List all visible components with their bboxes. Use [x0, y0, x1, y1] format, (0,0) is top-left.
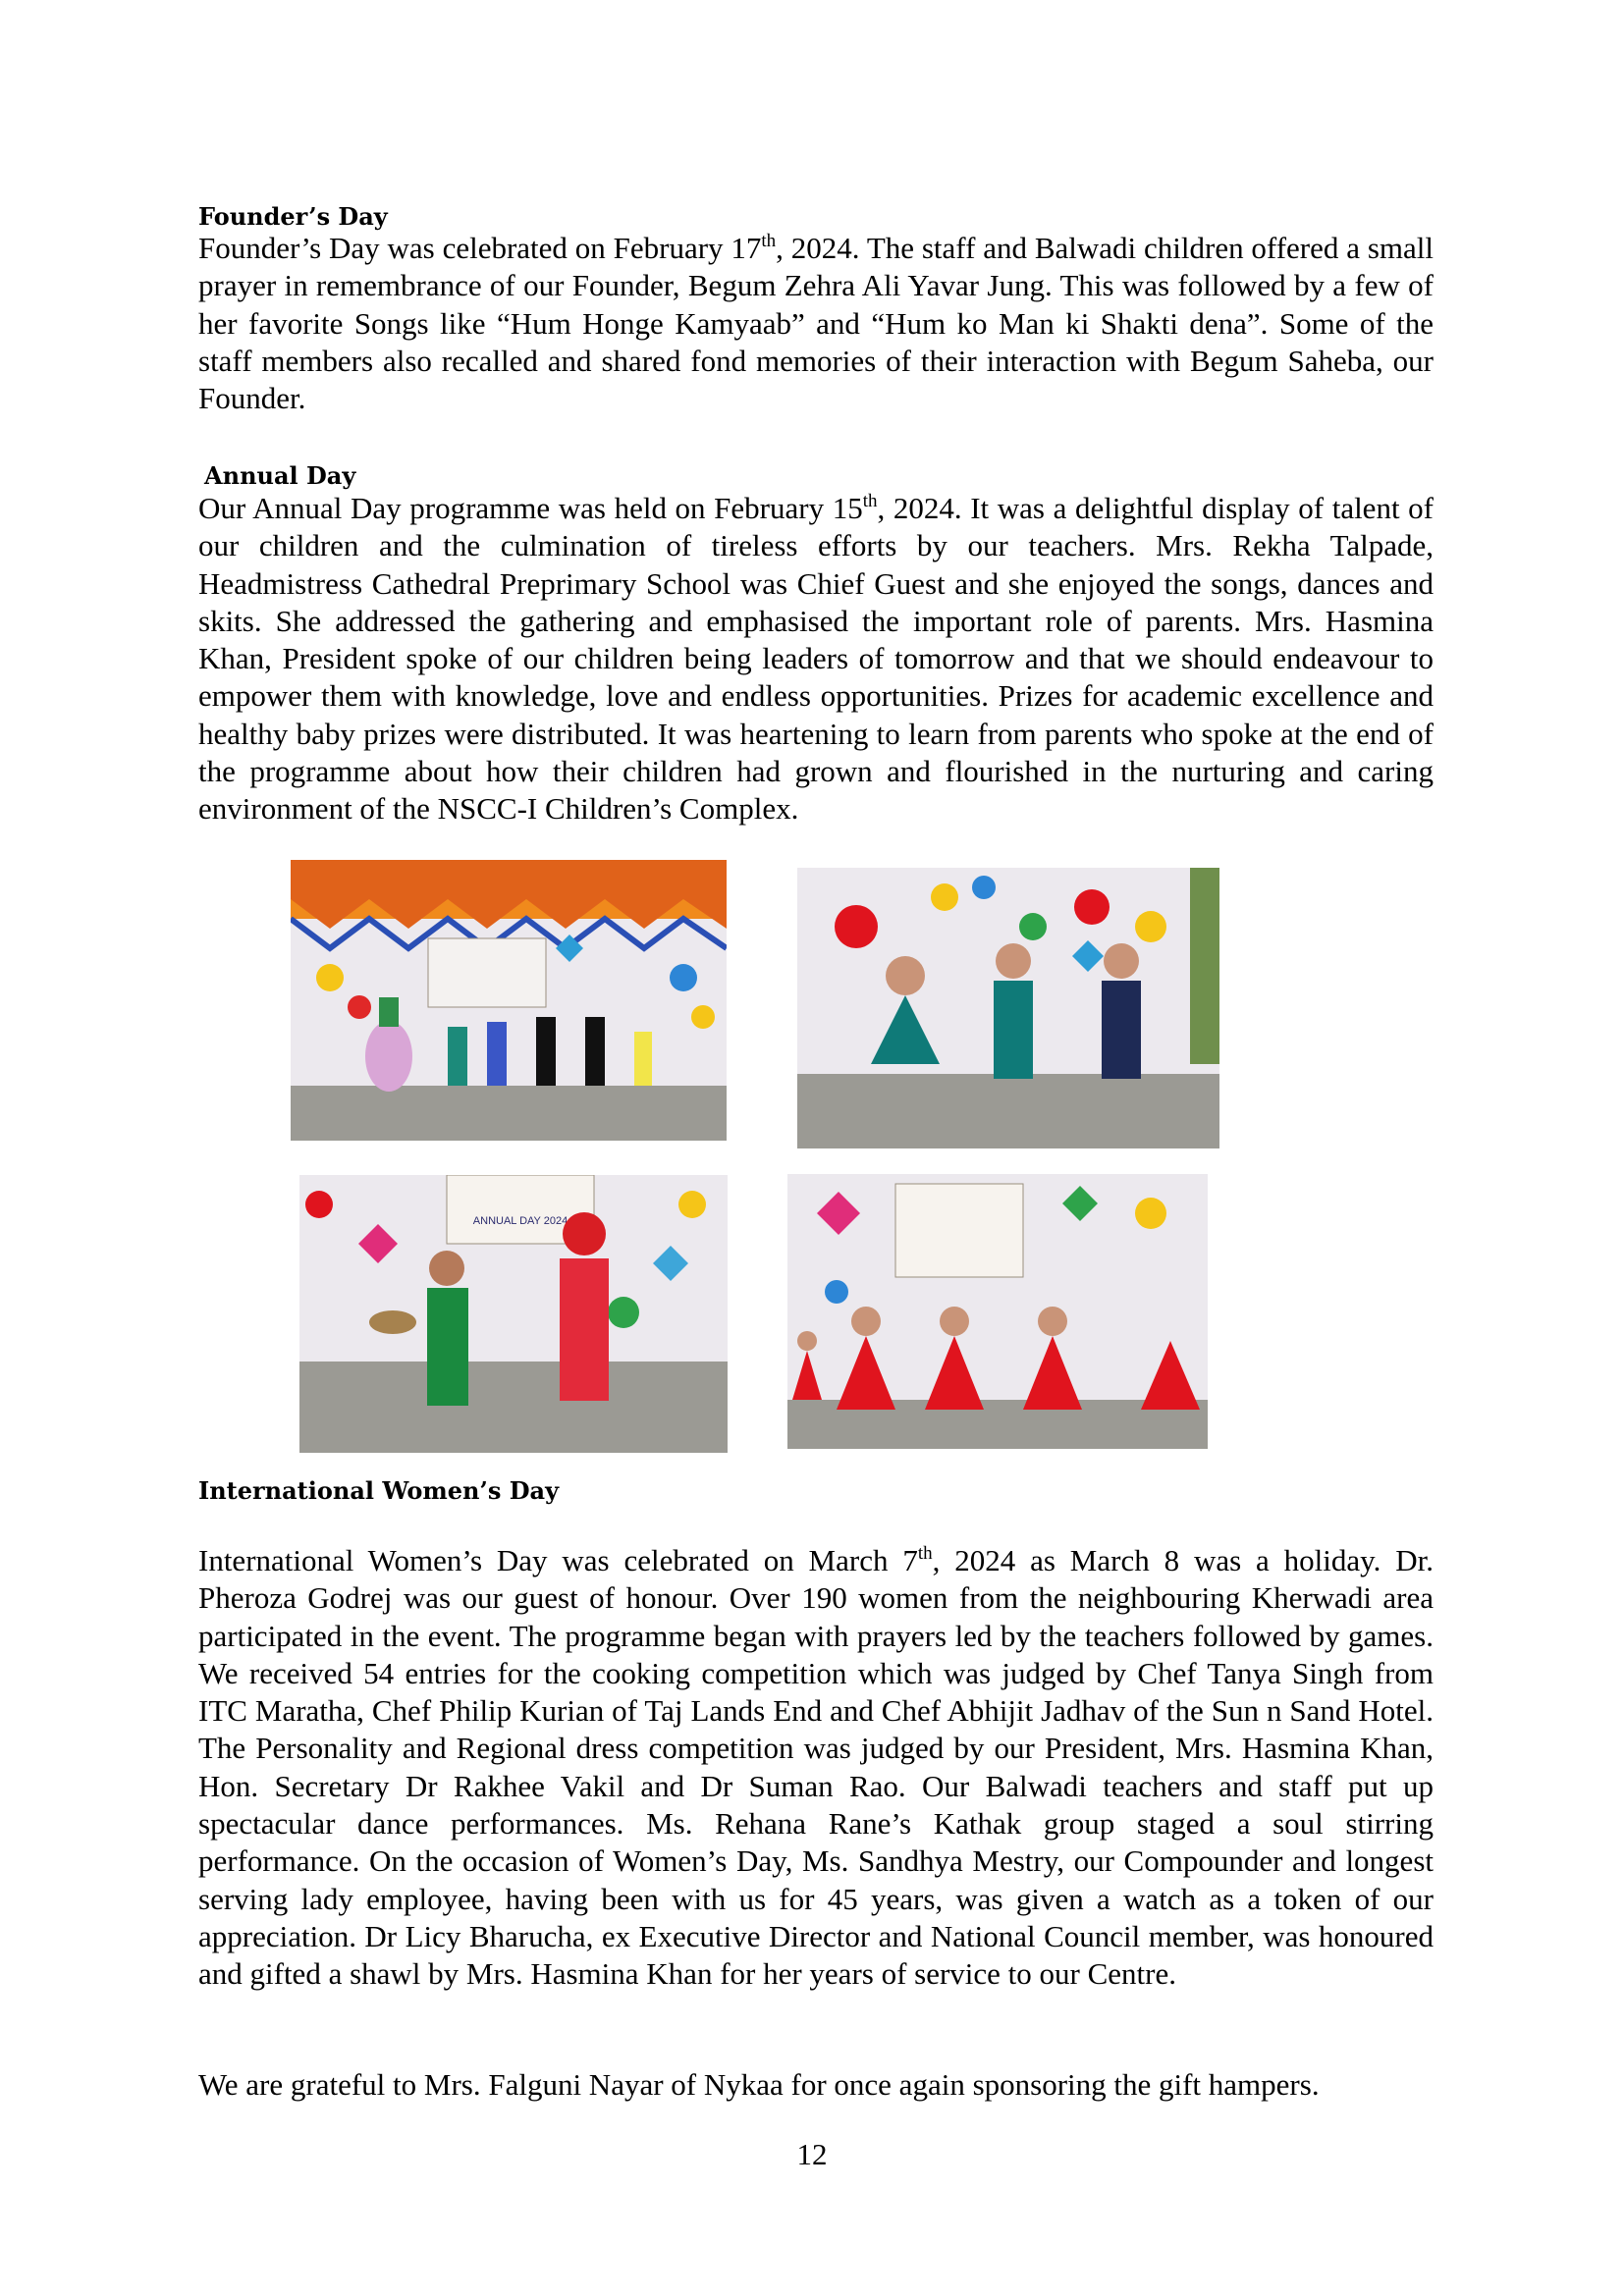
annual-day-photo-red-dresses [787, 1174, 1208, 1449]
womens-day-paragraph: International Women’s Day was celebrated on March 7th, 2024 as March 8 was a holiday. Dr. Pheroza Godrej was our guest of honour. Over 190 women from the neighbouring Kherwadi area participated in the event. The programme began with prayers led by the teachers followed by games. We received 54 entries for the cooking competition which was judged by Chef Tanya Singh from ITC Maratha, Chef Philip Kurian of Taj Lands End and Chef Abhijit Jadhav of the Sun n Sand Hotel. The Personality and Regional dress competition was judged by our President, Mrs. Hasmina Khan, Hon. Secretary Dr Rakhee Vakil and Dr Suman Rao. Our Balwadi teachers and staff put up spectacular dance performances. Ms. Rehana Rane’s Kathak group staged a soul stirring performance. On the occasion of Women’s Day, Ms. Sandhya Mestry, our Compounder and longest serving lady employee, having been with us for 45 years, was given a watch as a token of our appreciation. Dr Licy Bharucha, ex Executive Director and National Council member, was honoured and gifted a shawl by Mrs. Hasmina Khan for her years of service to our Centre. [198, 1543, 1435, 1992]
annual-day-photo-group-stage [291, 860, 727, 1141]
annual-day-photo-regional-dress [299, 1175, 728, 1453]
annual-day-heading: Annual Day [204, 461, 356, 490]
founders-day-heading: Founder’s Day [198, 202, 388, 231]
founders-day-paragraph: Founder’s Day was celebrated on February 17th, 2024. The staff and Balwadi children offered a small prayer in remembrance of our Founder, Begum Zehra Ali Yavar Jung. This was followed by a few of her favorite Songs like “Hum Honge Kamyaab” and “Hum ko Man ki Shakti dena”. Some of the staff members also recalled and shared fond memories of their interaction with Begum Saheba, our Founder. [198, 231, 1434, 416]
annual-day-photo-three-dancers [797, 868, 1219, 1148]
banner-text: ANNUAL DAY 2024 [472, 1215, 568, 1227]
womens-day-heading: International Women’s Day [198, 1476, 560, 1505]
womens-day-closing-paragraph: We are grateful to Mrs. Falguni Nayar of Nykaa for once again sponsoring the gift hampers. [198, 2067, 1320, 2102]
page-number: 12 [796, 2137, 828, 2171]
annual-day-paragraph: Our Annual Day programme was held on February 15th, 2024. It was a delightful display of talent of our children and the culmination of tireless efforts by our teachers. Mrs. Rekha Talpade, Headmistress Cathedral Preprimary School was Chief Guest and she enjoyed the songs, dances and skits. She addressed the gathering and emphasised the important role of parents. Mrs. Hasmina Khan, President spoke of our children being leaders of tomorrow and that we should endeavour to empower them with knowledge, love and endless opportunities. Prizes for academic excellence and healthy baby prizes were distributed. It was heartening to learn from parents who spoke at the end of the programme about how their children had grown and flourished in the nurturing and caring environment of the NSCC-I Children’s Complex. [198, 491, 1434, 827]
